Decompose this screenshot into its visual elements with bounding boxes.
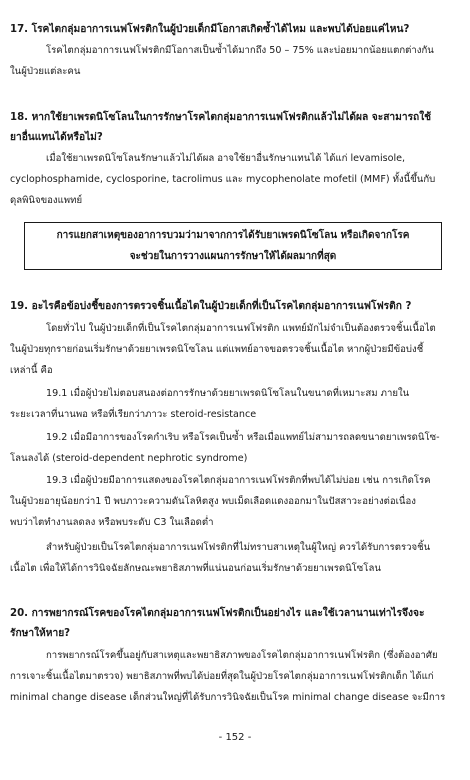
paragraph-line: 19.1 เมื่อผู้ป่วยไม่ตอบสนองต่อการรักษาด้วยยาเพรดนิโซโลนในขนาดที่เหมาะสม ภายใน [46,388,410,399]
paragraph-line: ระยะเวลาที่นานพอ หรือที่เรียกว่าภาวะ steroid-resistance [10,409,257,420]
question-20-heading [10,604,462,644]
paragraph-line: โรคไตกลุ่มอาการเนฟโฟรติกมีโอกาสเป็นซ้ำได้มากถึง 50 – 75% และบ่อยมากน้อยแตกต่างกัน [46,45,434,56]
question-18-heading [10,108,462,148]
answer-17-paragraph [10,40,462,82]
paragraph-line: ดุลพินิจของแพทย์ [10,195,83,206]
paragraph-line: 19.3 เมื่อผู้ป่วยมีอาการแสดงของโรคไตกลุ่มอาการเนฟโฟรติกที่พบได้ไม่บ่อย เช่น การเกิดโรค [46,475,431,486]
paragraph-line: เนื้อไต เพื่อให้ได้การวินิจฉัยลักษณะพยาธิสภาพที่แน่นอนก่อนเริ่มรักษาด้วยยาเพรดนิโซโลน [10,563,381,574]
answer-18-paragraph [10,148,462,211]
heading-line: 19. อะไรคือข้อบ่งชี้ของการตรวจชิ้นเนื้อไตในผู้ป่วยเด็กที่เป็นโรคไตกลุ่มอาการเนฟโฟรติก ? [10,301,412,312]
answer-20-paragraph [10,645,462,708]
paragraph-line: ในผู้ป่วยแต่ละคน [10,66,81,77]
answer-19-item-1 [10,383,462,425]
heading-line: 20. การพยากรณ์โรคของโรคไตกลุ่มอาการเนฟโฟรติกเป็นอย่างไร และใช้เวลานานเท่าไรจึงจะ [10,608,425,619]
paragraph-line: สำหรับผู้ป่วยเป็นโรคไตกลุ่มอาการเนฟโฟรติกที่ไม่ทราบสาเหตุในผู้ใหญ่ ควรได้รับการตรวจชิ้น [46,542,431,553]
answer-19-item-2 [10,427,462,469]
heading-line: 17. โรคไตกลุ่มอาการเนฟโฟรติกในผู้ป่วยเด็กมีโอกาสเกิดซ้ำได้ไหม และพบได้บ่อยแค่ไหน? [10,24,410,35]
heading-line: 18. หากใช้ยาเพรดนิโซโลนในการรักษาโรคไตกลุ่มอาการเนฟโฟรติกแล้วไม่ได้ผล จะสามารถใช้ [10,112,432,123]
paragraph-line: โลนลงได้ (steroid-dependent nephrotic syndrome) [10,453,248,464]
paragraph-line: พบว่าไตทำงานลดลง หรือพบระดับ C3 ในเลือดต่ำ [10,517,214,528]
callout-line: จะช่วยในการวางแผนการรักษาให้ได้ผลมากที่สุด [129,251,337,262]
paragraph-line: การพยากรณ์โรคขึ้นอยู่กับสาเหตุและพยาธิสภาพของโรคไตกลุ่มอาการเนฟโฟรติก (ซึ่งต้องอาศัย [46,650,438,661]
page-number: - 152 - [218,732,252,743]
answer-19-item-3 [10,470,462,533]
paragraph-line: ในผู้ป่วยทุกรายก่อนเริ่มรักษาด้วยยาเพรดนิโซโลน แต่แพทย์อาจขอตรวจชิ้นเนื้อไต หากผู้ป่วยมีข้อบ่งชี้ [10,344,424,355]
callout-box [24,222,442,270]
paragraph-line: cyclophosphamide, cyclosporine, tacrolimus และ mycophenolate mofetil (MMF) ทั้งนี้ขึ้นกับ [10,174,436,185]
callout-line: การแยกสาเหตุของอาการบวมว่ามาจากการได้รับยาเพรดนิโซโลน หรือเกิดจากโรค [56,230,410,241]
paragraph-line: โดยทั่วไป ในผู้ป่วยเด็กที่เป็นโรคไตกลุ่มอาการเนฟโฟรติก แพทย์มักไม่จำเป็นต้องตรวจชิ้นเนื้อไต [46,323,436,334]
heading-line: รักษาให้หาย? [10,628,71,639]
paragraph-line: minimal change disease เด็กส่วนใหญ่ที่ได้รับการวินิจฉัยเป็นโรค minimal change disease จะมีการ [10,692,446,703]
answer-19-intro [10,318,462,381]
answer-19-closing [10,537,462,579]
paragraph-line: เหล่านี้ คือ [10,365,53,376]
question-17-heading [10,20,462,40]
paragraph-line: ในผู้ป่วยอายุน้อยกว่า1 ปี พบภาวะความดันโลหิตสูง พบเม็ดเลือดแดงออกมาในปัสสาวะอย่างต่อเนื่อง [10,496,416,507]
paragraph-line: 19.2 เมื่อมีอาการของโรคกำเริบ หรือโรคเป็นซ้ำ หรือเมื่อแพทย์ไม่สามารถลดขนาดยาเพรดนิโซ- [46,432,440,443]
heading-line: ยาอื่นแทนได้หรือไม่? [10,132,103,143]
question-19-heading [10,297,462,317]
paragraph-line: การเจาะชิ้นเนื้อไตมาตรวจ) พยาธิสภาพที่พบได้บ่อยที่สุดในผู้ป่วยโรคไตกลุ่มอาการเนฟโฟรติกเด็ก ได้แก่ [10,671,434,682]
paragraph-line: เมื่อใช้ยาเพรดนิโซโลนรักษาแล้วไม่ได้ผล อาจใช้ยาอื่นรักษาแทนได้ ได้แก่ levamisole, [46,153,406,164]
